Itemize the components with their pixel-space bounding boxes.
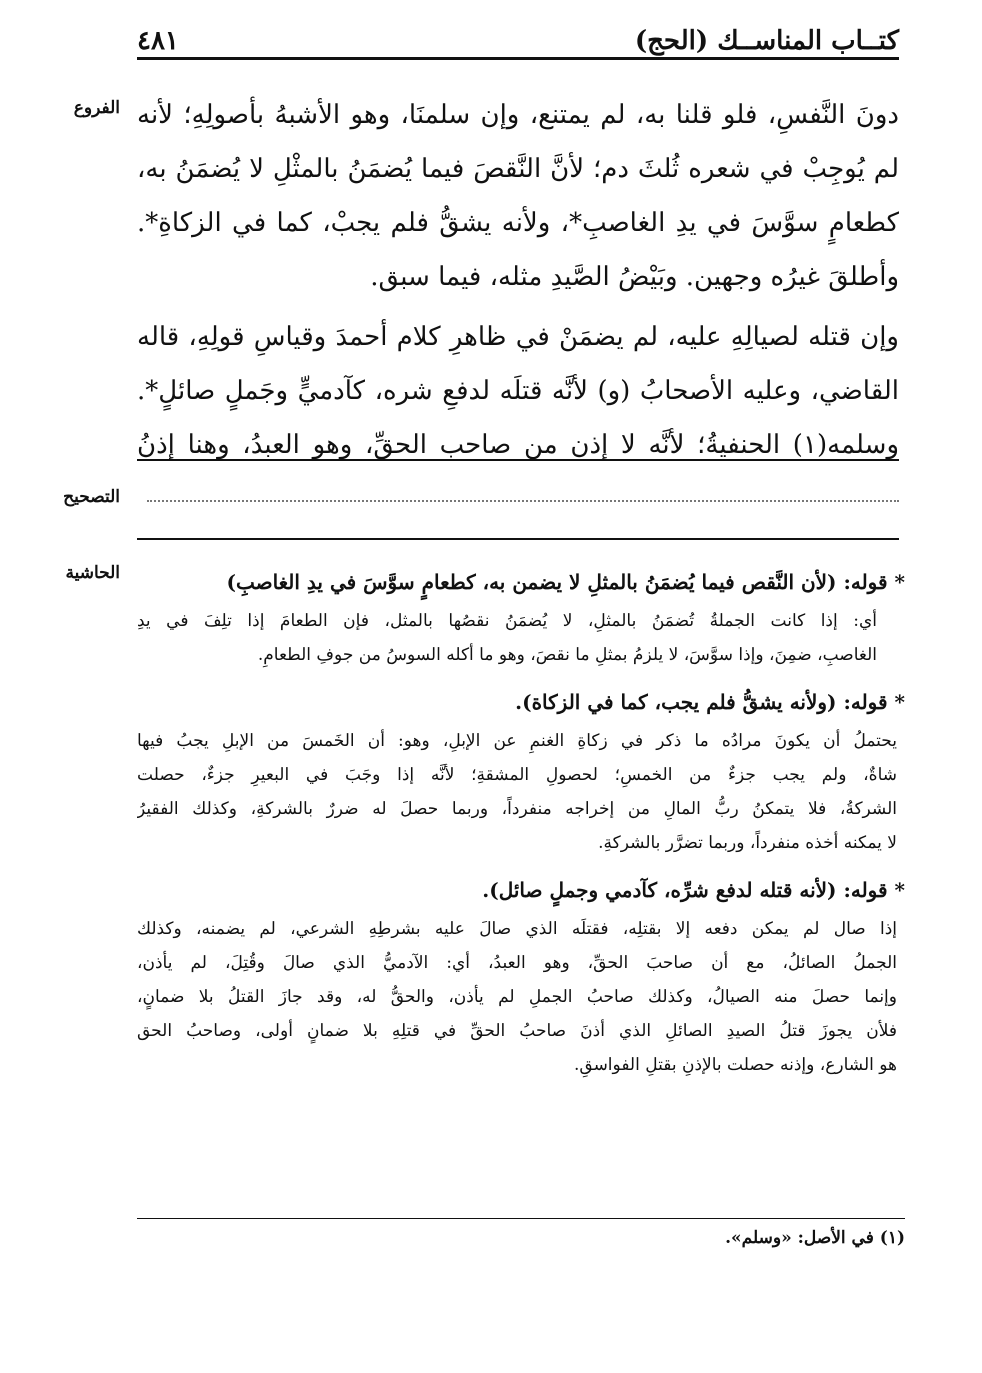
main-line: وسلمه(١) الحنفيةُ؛ لأنَّه لا إذن من صاحب الحقِّ، وهو العبدُ، وهنا إذنُ xyxy=(137,430,899,460)
main-line: لم يُوجِبْ في شعره ثُلثَ دم؛ لأنَّ النَّقصَ فيما يُضمَنُ بالمثْلِ لا يُضمَنُ به، xyxy=(137,154,899,184)
hashiya-quote: * قوله: (لأنه قتله لدفع شرِّه، كآدمي وجملٍ صائل). xyxy=(482,878,905,902)
footnote-rule xyxy=(137,1218,905,1219)
main-line: وأطلقَ غيرُه وجهين. وبَيْضُ الصَّيدِ مثله، فيما سبق. xyxy=(370,262,899,292)
main-line: دونَ النَّفسِ، فلو قلنا به، لم يمتنع، وإن سلمنَا، وهو الأشبهُ بأصولِهِ؛ لأنه xyxy=(137,100,899,130)
hashiya-line: إذا صال لم يمكن دفعه إلا بقتلِه، فقتلَه الذي صالَ عليه بشرطِهِ الشرعي، لم يضمنه، وكذلك xyxy=(137,919,897,939)
main-line: كطعامٍ سوَّسَ في يدِ الغاصبِ*، ولأنه يشقُّ فلم يجبْ، كما في الزكاةِ*. xyxy=(137,208,899,238)
hashiya-quote: * قوله: (ولأنه يشقُّ فلم يجب، كما في الزكاة). xyxy=(515,690,905,714)
main-line: وإن قتله لصيالِهِ عليه، لم يضمَنْ في ظاهرِ كلام أحمدَ وقياسِ قولِهِ، قاله xyxy=(137,322,899,352)
label-tashih: التصحيح xyxy=(63,487,120,507)
hashiya-line: الشركةُ، فلا يتمكنُ ربُّ المالِ من إخراجه منفرداً، وربما حصلَ له ضررٌ بالشركةِ، وكذلك الفقيرُ xyxy=(137,799,897,819)
page-number: ٤٨١ xyxy=(137,26,179,56)
hashiya-line: فلأن يجوزَ قتلُ الصيدِ الصائلِ الذي أذنَ صاحبُ الحقِّ في قتلِهِ بلا ضمانٍ أولى، وصاحبُ الحق xyxy=(137,1021,897,1041)
hashiya-line: وإنما حصلَ منه الصيالُ، وكذلك صاحبُ الجملِ لم يأذن، والحقُّ له، وقد جازَ القتلُ بلا ضمانٍ، xyxy=(137,987,897,1007)
hashiya-comment xyxy=(137,604,905,672)
separator-rule xyxy=(137,459,899,461)
main-text xyxy=(137,88,899,472)
hashiya-section xyxy=(137,560,905,1082)
header-rule xyxy=(137,57,899,60)
separator-rule xyxy=(137,538,899,540)
tashih-dotted-line xyxy=(147,500,899,502)
hashiya-line: لا يمكنه أخذه منفرداً، وربما تضرَّر بالشركةِ. xyxy=(598,833,897,853)
running-title: كتــاب المناســك (الحج) xyxy=(634,26,899,56)
label-furu: الفروع xyxy=(73,98,120,118)
hashiya-line: شاةٌ، ولم يجب جزءٌ من الخمسِ؛ لحصولِ المشقةِ؛ لأنَّه إذا وجَبَ في البعيرِ جزءٌ، حصلت xyxy=(137,765,897,785)
label-hashiya: الحاشية xyxy=(65,563,120,583)
main-line: القاضي، وعليه الأصحابُ (و) لأنَّه قتلَه لدفعِ شره، كآدميٍّ وجَملٍ صائلٍ*. xyxy=(137,376,899,406)
footnote: (١) في الأصل: «وسلم». xyxy=(725,1228,905,1248)
page-header xyxy=(137,22,899,60)
hashiya-line: الجملُ الصائلُ، مع أن صاحبَ الحقِّ، وهو العبدُ، أي: الآدميُّ الذي صالَ وقُتِلَ، لم يأذن، xyxy=(137,953,897,973)
hashiya-line: أي: إذا كانت الجملةُ تُضمَنُ بالمثلِ، لا يُضمَنُ نقصُها بالمثل، فإن الطعامَ إذا تلِفَ في يدِ xyxy=(137,611,877,631)
hashiya-line: هو الشارع، وإذنه حصلت بالإذنِ بقتلِ الفواسقِ. xyxy=(573,1055,897,1075)
hashiya-line: الغاصبِ، ضمِنَ، وإذا سوَّسَ، لا يلزمُ بمثلِ ما نقصَ، وهو ما أكله السوسُ من جوفِ الطعامِ. xyxy=(257,645,877,665)
hashiya-line: يحتملُ أن يكونَ مرادُه ما ذكر في زكاةِ الغنمِ عن الإبلِ، وهو: أن الخَمسَ من الإبلِ يجبُ فيها xyxy=(137,731,897,751)
hashiya-comment xyxy=(137,912,905,1082)
hashiya-quote: * قوله: (لأن النَّقص فيما يُضمَنُ بالمثلِ لا يضمن به، كطعامٍ سوَّسَ في يدِ الغاصبِ) xyxy=(226,570,905,594)
hashiya-comment xyxy=(137,724,905,860)
